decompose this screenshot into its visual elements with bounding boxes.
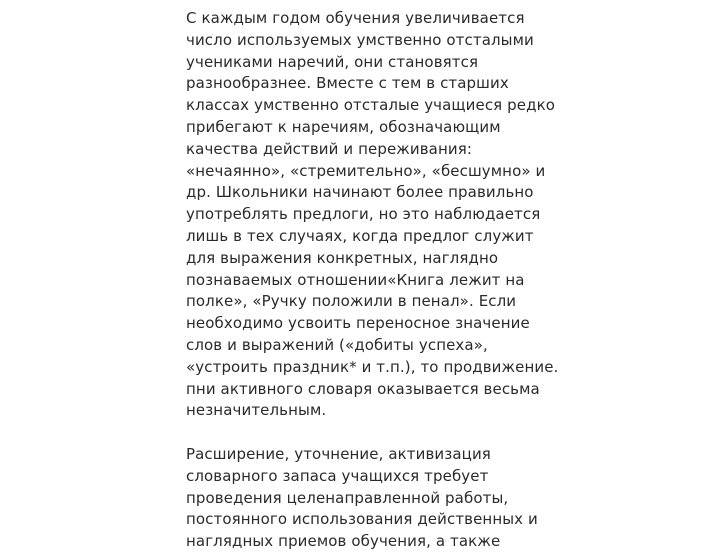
text-line: употреблять предлоги, но это наблюдается	[186, 205, 541, 224]
text-line: разнообразнее. Вместе с тем в старших	[186, 74, 509, 93]
text-line: «устроить праздник* и т.п.), то продвижение.	[186, 357, 559, 376]
text-line: познаваемых отношении«Книга лежит на	[186, 270, 525, 289]
text-line: «нечаянно», «стремительно», «бесшумно» и	[186, 161, 546, 180]
text-line: для выражения конкретных, наглядно	[186, 248, 499, 267]
text-line: словарного запаса учащихся требует	[186, 466, 489, 485]
text-line: полке», «Ручку положили в пенал». Если	[186, 292, 517, 311]
text-line: число используемых умственно отсталыми	[186, 30, 534, 49]
paragraph-2	[186, 444, 566, 553]
text-line: пни активного словаря оказывается весьма	[186, 379, 540, 398]
text-line: слов и выражений («добиты успеха»,	[186, 335, 488, 354]
paragraph-1	[186, 8, 566, 422]
text-line: незначительным.	[186, 401, 327, 420]
text-line: лишь в тех случаях, когда предлог служит	[186, 226, 534, 245]
paragraph-spacer	[186, 422, 566, 444]
text-line: наглядных приемов обучения, а также	[186, 532, 501, 551]
text-line: прибегают к наречиям, обозначающим	[186, 117, 501, 136]
text-line: необходимо усвоить переносное значение	[186, 314, 530, 333]
text-line: Расширение, уточнение, активизация	[186, 444, 491, 463]
text-line: др. Школьники начинают более правильно	[186, 183, 534, 202]
text-line: качества действий и переживания:	[186, 139, 472, 158]
text-line: С каждым годом обучения увеличивается	[186, 9, 525, 27]
text-line: классах умственно отсталые учащиеся редко	[186, 96, 556, 115]
text-line: постоянного использования действенных и	[186, 510, 538, 529]
text-line: проведения целенаправленной работы,	[186, 488, 509, 507]
text-line: учениками наречий, они становятся	[186, 52, 479, 71]
text-column	[186, 8, 566, 553]
